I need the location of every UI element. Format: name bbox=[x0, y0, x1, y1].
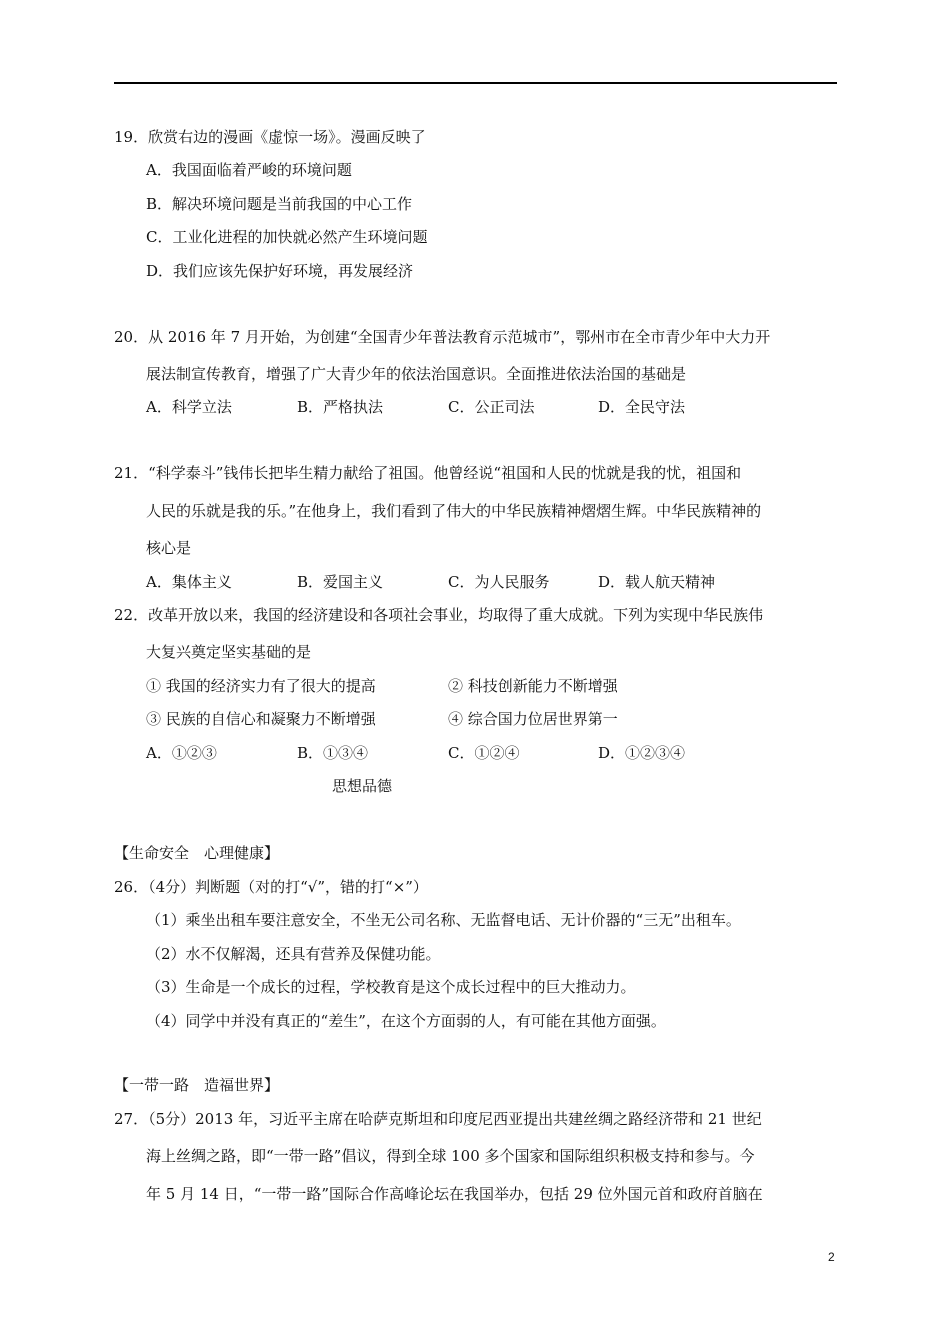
q20-stem-line-2: 展法制宣传教育，增强了广大青少年的依法治国意识。全面推进依法治国的基础是 bbox=[146, 365, 687, 383]
q22-item-1: ① 我国的经济实力有了很大的提高 bbox=[146, 677, 376, 695]
q22-item-4: ④ 综合国力位居世界第一 bbox=[448, 710, 618, 728]
section-heading-belt-road: 【一带一路 造福世界】 bbox=[114, 1076, 280, 1094]
q21-stem-line-3: 核心是 bbox=[146, 539, 192, 557]
q19-stem: 19．欣赏右边的漫画《虚惊一场》。漫画反映了 bbox=[114, 128, 426, 146]
q22-option-b: B．①③④ bbox=[297, 744, 369, 762]
q20-option-b: B．严格执法 bbox=[297, 398, 384, 416]
q22-option-c: C．①②④ bbox=[448, 744, 520, 762]
q26-stem: 26．（4分）判断题（对的打“√”，错的打“×”） bbox=[114, 878, 428, 896]
q26-item-2: （2）水不仅解渴，还具有营养及保健功能。 bbox=[146, 945, 441, 963]
header-rule bbox=[114, 82, 837, 84]
q19-option-b: B．解决环境问题是当前我国的中心工作 bbox=[146, 195, 413, 213]
q19-option-d: D．我们应该先保护好环境，再发展经济 bbox=[146, 262, 414, 280]
q22-option-a: A．①②③ bbox=[146, 744, 217, 762]
q22-stem-line-2: 大复兴奠定坚实基础的是 bbox=[146, 643, 312, 661]
page-number: 2 bbox=[828, 1250, 835, 1264]
q21-option-c: C．为人民服务 bbox=[448, 573, 550, 591]
q20-option-a: A．科学立法 bbox=[146, 398, 232, 416]
q27-line-2: 海上丝绸之路，即“一带一路”倡议，得到全球 100 多个国家和国际组织积极支持和参与。今 bbox=[146, 1147, 755, 1165]
q20-option-c: C．公正司法 bbox=[448, 398, 535, 416]
q22-stem-line-1: 22．改革开放以来，我国的经济建设和各项社会事业，均取得了重大成就。下列为实现中华民族伟 bbox=[114, 606, 764, 624]
q22-option-d: D．①②③④ bbox=[598, 744, 686, 762]
q19-option-a: A．我国面临着严峻的环境问题 bbox=[146, 161, 352, 179]
section-heading-life-safety: 【生命安全 心理健康】 bbox=[114, 844, 280, 862]
q21-option-d: D．载人航天精神 bbox=[598, 573, 716, 591]
q21-stem-line-2: 人民的乐就是我的乐。”在他身上，我们看到了伟大的中华民族精神熠熠生辉。中华民族精神的 bbox=[146, 502, 762, 520]
q27-line-3: 年 5 月 14 日，“一带一路”国际合作高峰论坛在我国举办，包括 29 位外国元首和政府首脑在 bbox=[146, 1185, 763, 1203]
q26-item-1: （1）乘坐出租车要注意安全，不坐无公司名称、无监督电话、无计价器的“三无”出租车。 bbox=[146, 911, 741, 929]
q22-item-3: ③ 民族的自信心和凝聚力不断增强 bbox=[146, 710, 376, 728]
q27-line-1: 27．（5分）2013 年，习近平主席在哈萨克斯坦和印度尼西亚提出共建丝绸之路经济带和 21 世纪 bbox=[114, 1110, 762, 1128]
q22-item-2: ② 科技创新能力不断增强 bbox=[448, 677, 618, 695]
q19-option-c: C．工业化进程的加快就必然产生环境问题 bbox=[146, 228, 428, 246]
q20-option-d: D．全民守法 bbox=[598, 398, 686, 416]
q20-stem-line-1: 20．从 2016 年 7 月开始，为创建“全国青少年普法教育示范城市”，鄂州市在全市青少年中大力开 bbox=[114, 328, 771, 346]
q21-option-a: A．集体主义 bbox=[146, 573, 232, 591]
q26-item-4: （4）同学中并没有真正的“差生”，在这个方面弱的人，有可能在其他方面强。 bbox=[146, 1012, 666, 1030]
q21-stem-line-1: 21．“科学泰斗”钱伟长把毕生精力献给了祖国。他曾经说“祖国和人民的忧就是我的忧，祖国和 bbox=[114, 464, 742, 482]
subject-label: 思想品德 bbox=[332, 777, 393, 795]
q26-item-3: （3）生命是一个成长的过程，学校教育是这个成长过程中的巨大推动力。 bbox=[146, 978, 636, 996]
q21-option-b: B．爱国主义 bbox=[297, 573, 384, 591]
